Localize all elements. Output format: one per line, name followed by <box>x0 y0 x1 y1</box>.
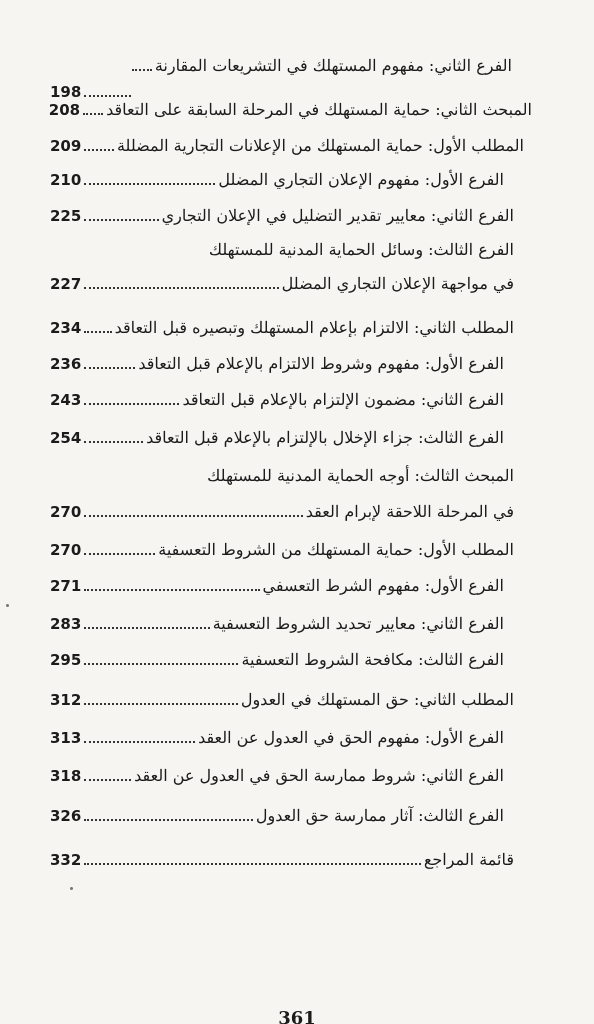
toc-entry-page: 318 <box>50 767 82 785</box>
toc-entry-label: المبحث الثالث: أوجه الحماية المدنية للمستهلك <box>207 466 514 485</box>
toc-entry <box>50 90 532 120</box>
toc-entry-page: 236 <box>50 355 82 373</box>
toc-entry-label: في مواجهة الإعلان التجاري المضلل <box>281 274 514 293</box>
toc-entry <box>50 418 504 448</box>
toc-leader-dots <box>84 663 238 665</box>
toc-entry-label: الفرع الثاني: مفهوم المستهلك في التشريعات المقارنة <box>154 56 512 75</box>
toc-entry-page: 209 <box>50 137 82 155</box>
scan-speck <box>6 604 9 607</box>
toc-leader-dots <box>84 183 215 185</box>
toc-entry-page: 271 <box>50 577 82 595</box>
toc-entry <box>50 196 514 226</box>
toc-entry-label: في المرحلة اللاحقة لإبرام العقد <box>305 502 514 521</box>
toc-entry <box>50 718 504 748</box>
toc-entry-label: المطلب الثاني: حق المستهلك في العدول <box>240 690 514 709</box>
toc-leader-dots <box>84 779 131 781</box>
toc-entry-label: الفرع الثالث: وسائل الحماية المدنية للمستهلك <box>208 240 514 259</box>
toc-entry-label: الفرع الثاني: معايير تحديد الشروط التعسفية <box>212 614 504 633</box>
toc-leader-dots <box>84 703 238 705</box>
toc-entry <box>140 46 512 76</box>
toc-leader-dots <box>84 441 143 443</box>
toc-leader-dots <box>84 367 135 369</box>
toc-entry-page: 227 <box>50 275 82 293</box>
toc-entry-label: قائمة المراجع <box>423 850 514 869</box>
toc-entry <box>50 530 514 560</box>
toc-entry <box>50 840 514 870</box>
toc-leader-dots <box>132 69 152 71</box>
toc-entry-label: الفرع الأول: مفهوم الشرط التعسفي <box>262 576 504 595</box>
toc-entry <box>50 492 514 522</box>
toc-leader-dots <box>84 553 155 555</box>
toc-entry <box>50 264 514 294</box>
toc-entry-label: الفرع الأول: مفهوم الإعلان التجاري المضلل <box>218 170 504 189</box>
toc-entry-page: 208 <box>48 101 81 119</box>
toc-entry-label: المطلب الثاني: الالتزام بإعلام المستهلك وتبصيره قبل التعاقد <box>114 318 514 337</box>
toc-leader-dots <box>84 863 421 865</box>
toc-entry <box>50 604 504 634</box>
toc-entry <box>50 796 504 826</box>
toc-entry <box>50 566 504 596</box>
toc-entry <box>50 640 504 670</box>
toc-entry <box>140 230 514 260</box>
toc-entry-page: 270 <box>50 503 82 521</box>
toc-entry <box>50 126 524 156</box>
toc-entry-label: الفرع الثاني: شروط ممارسة الحق في العدول عن العقد <box>134 766 504 785</box>
toc-entry <box>50 680 514 710</box>
toc-leader-dots <box>83 113 103 115</box>
toc-entry-label: المطلب الأول: حماية المستهلك من الإعلانات التجارية المضللة <box>116 136 524 155</box>
page-number: 361 <box>278 1008 316 1024</box>
toc-entry-label: الفرع الثاني: مضمون الإلتزام بالإعلام قبل التعاقد <box>182 390 504 409</box>
toc-entry-page: 198 <box>50 83 82 101</box>
toc-leader-dots <box>84 515 302 517</box>
toc-leader-dots <box>84 589 259 591</box>
toc-entry-label: الفرع الثالث: جزاء الإخلال بالإلتزام بالإعلام قبل التعاقد <box>146 428 504 447</box>
toc-entry-page: 326 <box>50 807 82 825</box>
toc-entry-page: 234 <box>50 319 82 337</box>
toc-entry-label: المطلب الأول: حماية المستهلك من الشروط التعسفية <box>158 540 514 559</box>
toc-entry-label: الفرع الثالث: آثار ممارسة حق العدول <box>255 806 504 825</box>
toc-leader-dots <box>84 331 111 333</box>
toc-entry <box>50 380 504 410</box>
toc-leader-dots <box>84 403 179 405</box>
toc-entry-label: الفرع الثاني: معايير تقدير التضليل في الإعلان التجاري <box>161 206 514 225</box>
toc-entry <box>50 756 504 786</box>
toc-entry-page: 332 <box>50 851 82 869</box>
toc-entry <box>50 308 514 338</box>
toc-entry <box>140 456 514 486</box>
toc-entry-page: 254 <box>50 429 82 447</box>
toc-entry-page: 225 <box>50 207 82 225</box>
toc-entry-page: 283 <box>50 615 82 633</box>
toc-entry-page: 270 <box>50 541 82 559</box>
toc-leader-dots <box>84 819 253 821</box>
toc-entry-page: 295 <box>50 651 82 669</box>
toc-entry-page: 313 <box>50 729 82 747</box>
toc-leader-dots <box>84 149 114 151</box>
toc-leader-dots <box>84 627 209 629</box>
toc-leader-dots <box>84 287 278 289</box>
toc-entry-page: 312 <box>50 691 82 709</box>
toc-entry-label: الفرع الأول: مفهوم وشروط الالتزام بالإعلام قبل التعاقد <box>138 354 504 373</box>
toc-leader-dots <box>84 219 158 221</box>
scan-speck <box>70 887 73 890</box>
toc-entry-label: المبحث الثاني: حماية المستهلك في المرحلة السابقة على التعاقد <box>106 100 532 119</box>
toc-entry-page: 243 <box>50 391 82 409</box>
toc-leader-dots <box>84 741 195 743</box>
toc-entry-label: الفرع الثالث: مكافحة الشروط التعسفية <box>241 650 504 669</box>
toc-entry-label: الفرع الأول: مفهوم الحق في العدول عن العقد <box>198 728 504 747</box>
toc-entry-page: 210 <box>50 171 82 189</box>
toc-entry <box>50 160 504 190</box>
toc-entry <box>50 344 504 374</box>
